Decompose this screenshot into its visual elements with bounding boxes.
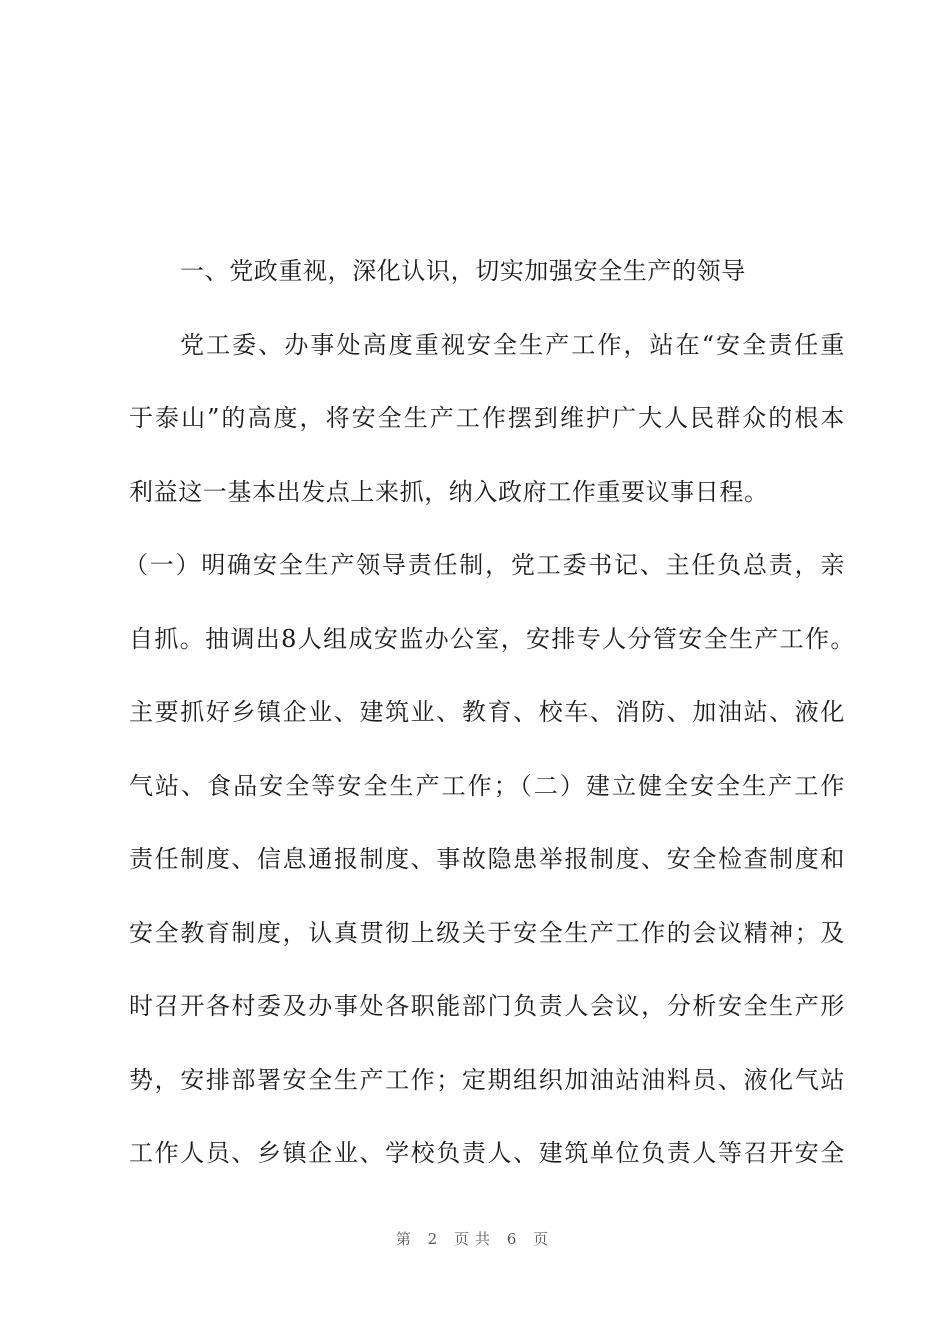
paragraph-line: 自抓。抽调出8人组成安监办公室，安排专人分管安全生产工作。 — [129, 625, 855, 653]
paragraph-line: 主要抓好乡镇企业、建筑业、教育、校车、消防、加油站、液化 — [129, 698, 845, 726]
paragraph-line: 势，安排部署安全生产工作；定期组织加油站油料员、液化气站 — [129, 1066, 845, 1094]
paragraph-line: 党工委、办事处高度重视安全生产工作，站在“安全责任重 — [180, 331, 845, 359]
paragraph-line: 气站、食品安全等安全生产工作；（二）建立健全安全生产工作 — [129, 772, 845, 800]
paragraph-line: 利益这一基本出发点上来抓，纳入政府工作重要议事日程。 — [129, 478, 769, 506]
paragraph-line: 安全教育制度，认真贯彻上级关于安全生产工作的会议精神；及 — [129, 919, 845, 947]
section-heading: 一、党政重视，深化认识，切实加强安全生产的领导 — [180, 257, 746, 285]
paragraph-line: 工作人员、乡镇企业、学校负责人、建筑单位负责人等召开安全 — [129, 1139, 845, 1167]
page-number-footer: 第 2 页共 6 页 — [395, 1230, 555, 1248]
paragraph-line: 时召开各村委及办事处各职能部门负责人会议，分析安全生产形 — [129, 992, 845, 1020]
paragraph-line: 责任制度、信息通报制度、事故隐患举报制度、安全检查制度和 — [129, 845, 845, 873]
paragraph-line: 于泰山”的高度，将安全生产工作摆到维护广大人民群众的根本 — [129, 404, 845, 432]
paragraph-line: （一）明确安全生产领导责任制，党工委书记、主任负总责，亲 — [124, 551, 845, 579]
